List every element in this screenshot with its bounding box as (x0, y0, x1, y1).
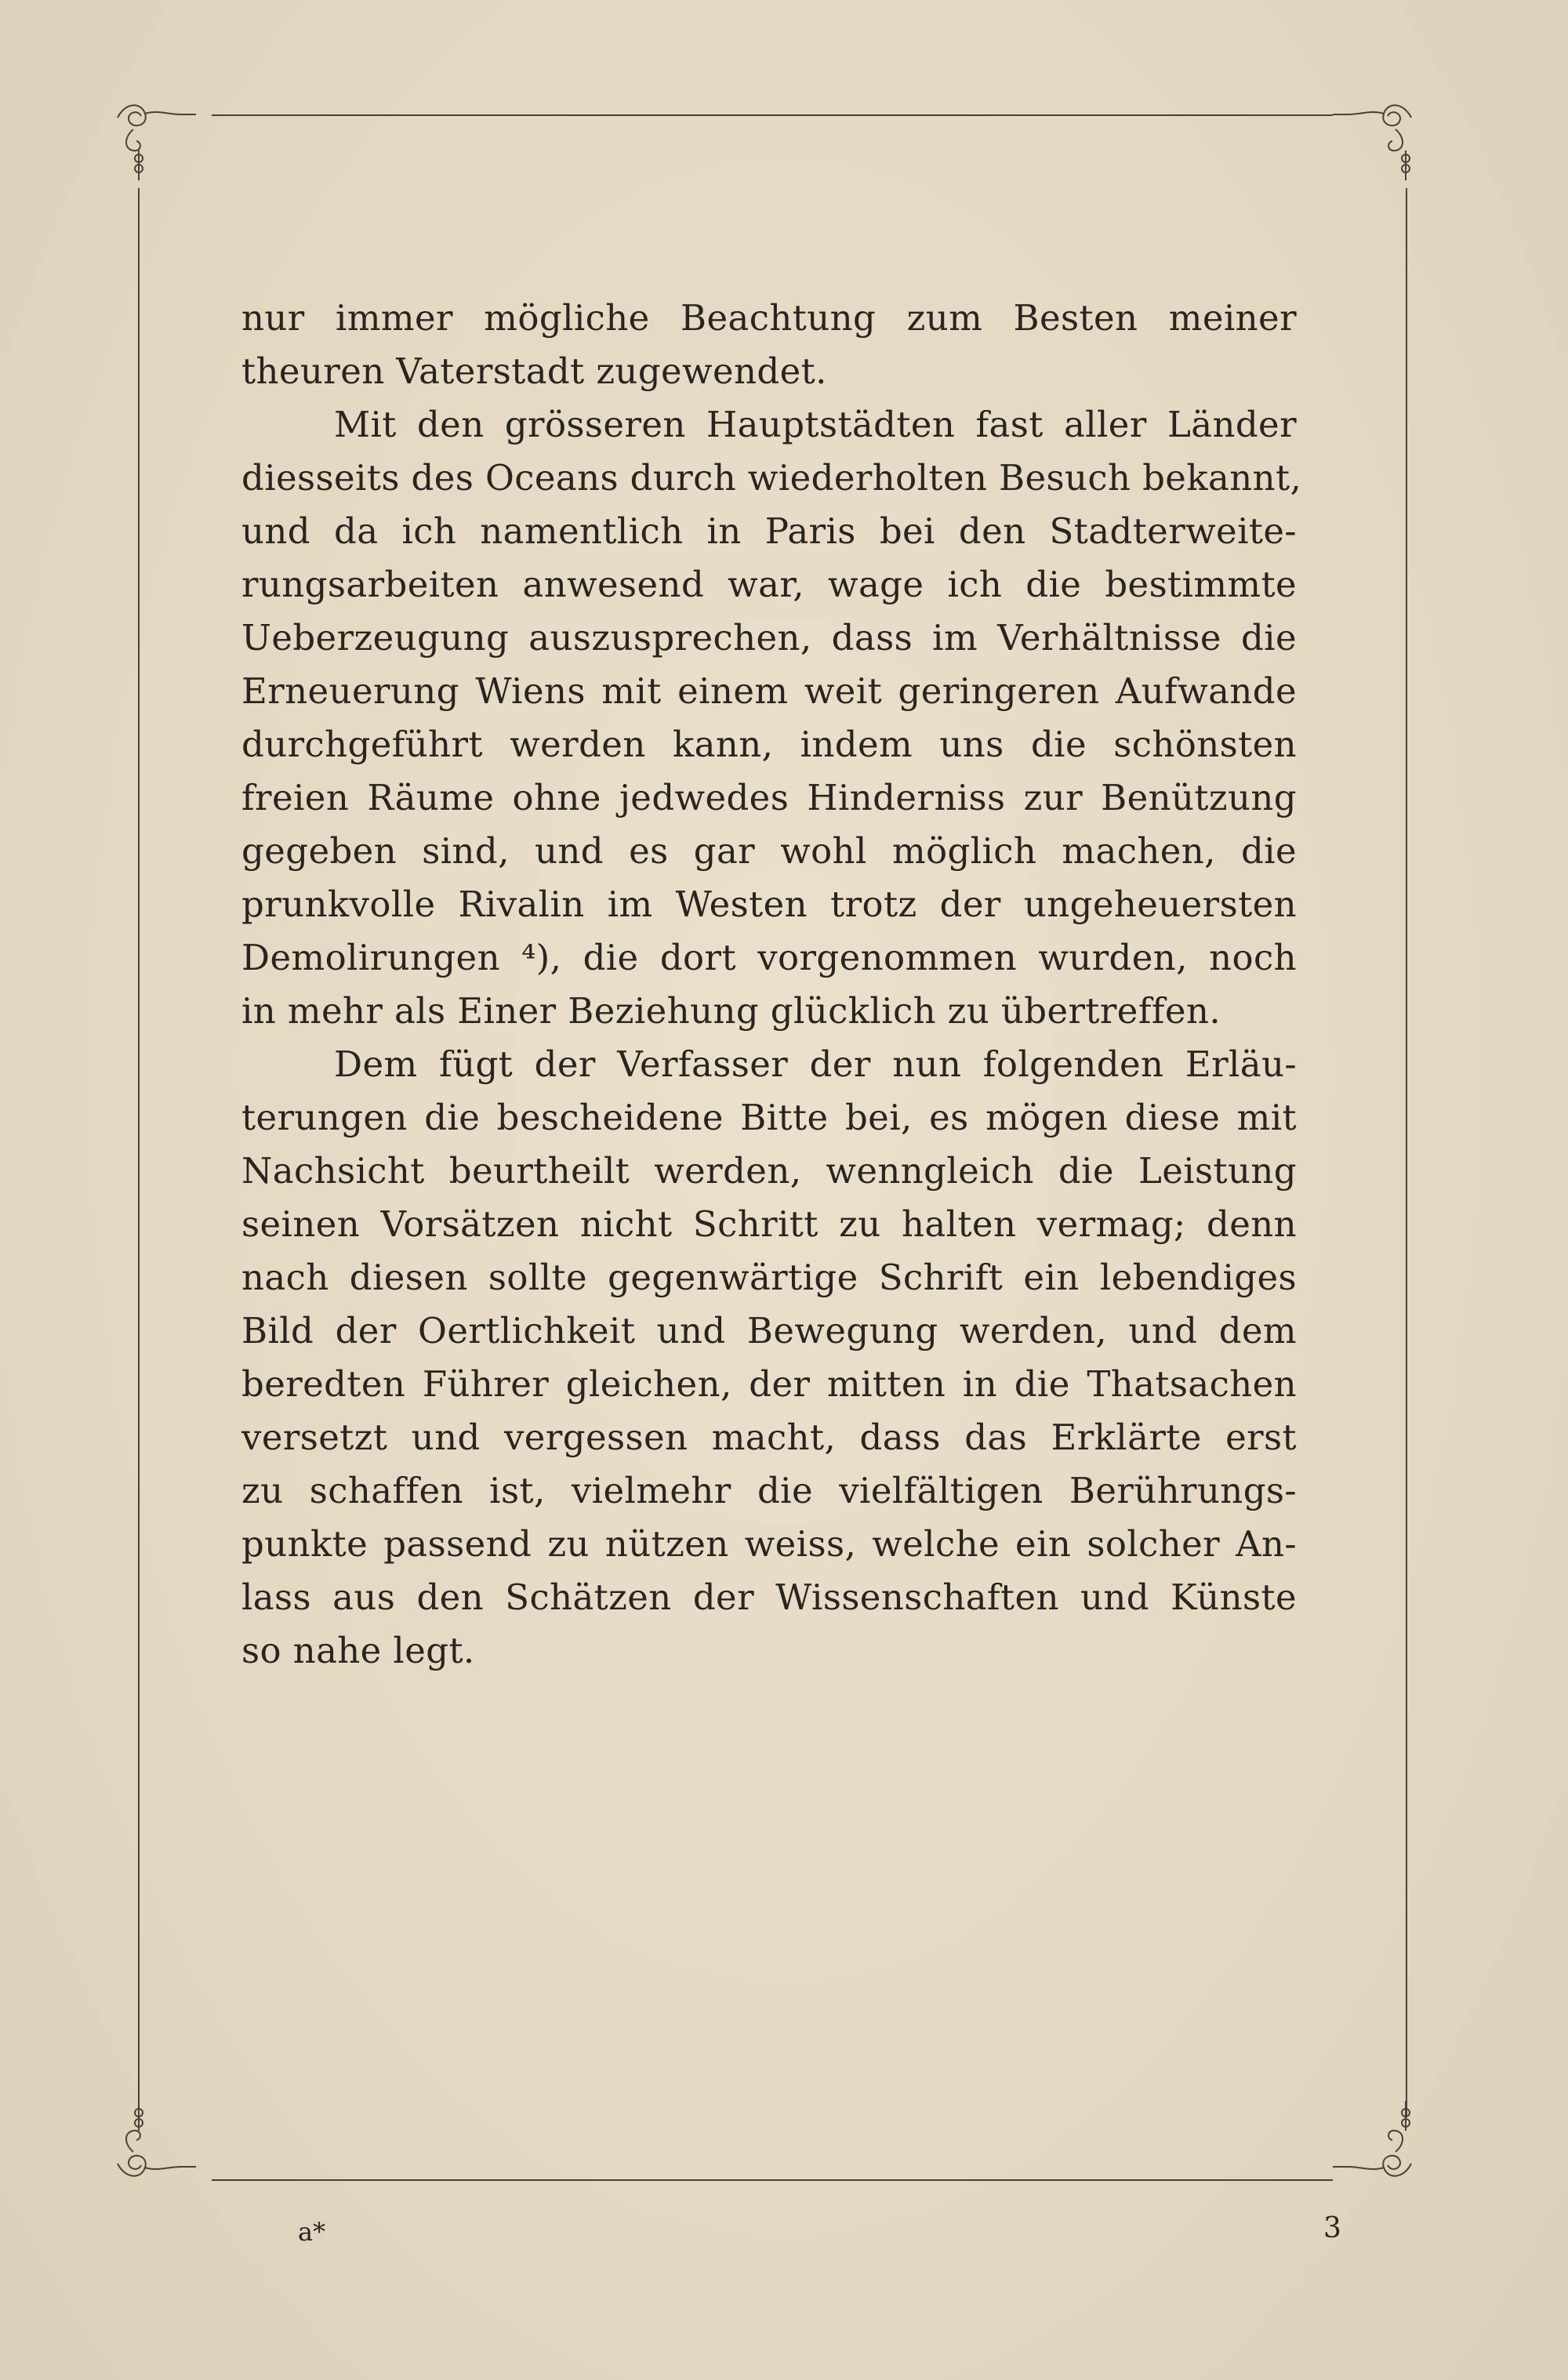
text-line: seinen Vorsätzen nicht Schritt zu halten vermag; denn (241, 1203, 1297, 1245)
frame-left-rule (138, 188, 140, 2117)
text-line: Nachsicht beurtheilt werden, wenngleich die Leistung (241, 1150, 1297, 1192)
text-line: Dem fügt der Verfasser der nun folgenden Erläu- (334, 1043, 1297, 1085)
text-line: Mit den grösseren Hauptstädten fast aller Länder (334, 404, 1297, 445)
text-line: so nahe legt. (241, 1630, 475, 1671)
text-line: Demolirungen ⁴), die dort vorgenommen wurden, noch (241, 937, 1297, 978)
text-line: diesseits des Oceans durch wiederholten Besuch bekannt, (241, 457, 1302, 499)
corner-ornament-top-right-icon (1333, 94, 1419, 180)
text-line: Bild der Oertlichkeit und Bewegung werden, und dem (241, 1310, 1297, 1351)
text-line: nur immer mögliche Beachtung zum Besten meiner (241, 297, 1297, 339)
text-line: lass aus den Schätzen der Wissenschaften und Künste (241, 1576, 1297, 1618)
text-line: terungen die bescheidene Bitte bei, es mögen diese mit (241, 1097, 1297, 1138)
corner-ornament-bottom-right-icon (1333, 2101, 1419, 2187)
text-line: rungsarbeiten anwesend war, wage ich die bestimmte (241, 564, 1297, 605)
text-line: beredten Führer gleichen, der mitten in die Thatsachen (241, 1363, 1297, 1405)
corner-ornament-top-left-icon (110, 94, 196, 180)
frame-bottom-rule (212, 2179, 1333, 2181)
text-line: zu schaffen ist, vielmehr die vielfältigen Berührungs- (241, 1470, 1297, 1511)
text-line: und da ich namentlich in Paris bei den Stadterweite- (241, 510, 1297, 552)
text-line: punkte passend zu nützen weiss, welche ein solcher An- (241, 1523, 1297, 1565)
text-line: theuren Vaterstadt zugewendet. (241, 350, 827, 392)
text-line: Erneuerung Wiens mit einem weit geringeren Aufwande (241, 670, 1297, 712)
frame-top-rule (212, 114, 1333, 116)
body-text (241, 292, 1302, 1678)
text-line: in mehr als Einer Beziehung glücklich zu übertreffen. (241, 990, 1221, 1032)
text-line: prunkvolle Rivalin im Westen trotz der ungeheuersten (241, 883, 1297, 925)
text-line: versetzt und vergessen macht, dass das Erklärte erst (241, 1417, 1297, 1458)
text-line: nach diesen sollte gegenwärtige Schrift ein lebendiges (241, 1257, 1297, 1298)
text-line: durchgeführt werden kann, indem uns die schönsten (241, 724, 1297, 765)
text-line: gegeben sind, und es gar wohl möglich machen, die (241, 830, 1297, 872)
text-line: freien Räume ohne jedwedes Hinderniss zur Benützung (241, 777, 1297, 818)
text-line: Ueberzeugung auszusprechen, dass im Verhältnisse die (241, 617, 1297, 658)
corner-ornament-bottom-left-icon (110, 2101, 196, 2187)
frame-right-rule (1406, 188, 1407, 2117)
page-number: 3 (1323, 2212, 1341, 2244)
signature-mark: a* (298, 2217, 326, 2247)
